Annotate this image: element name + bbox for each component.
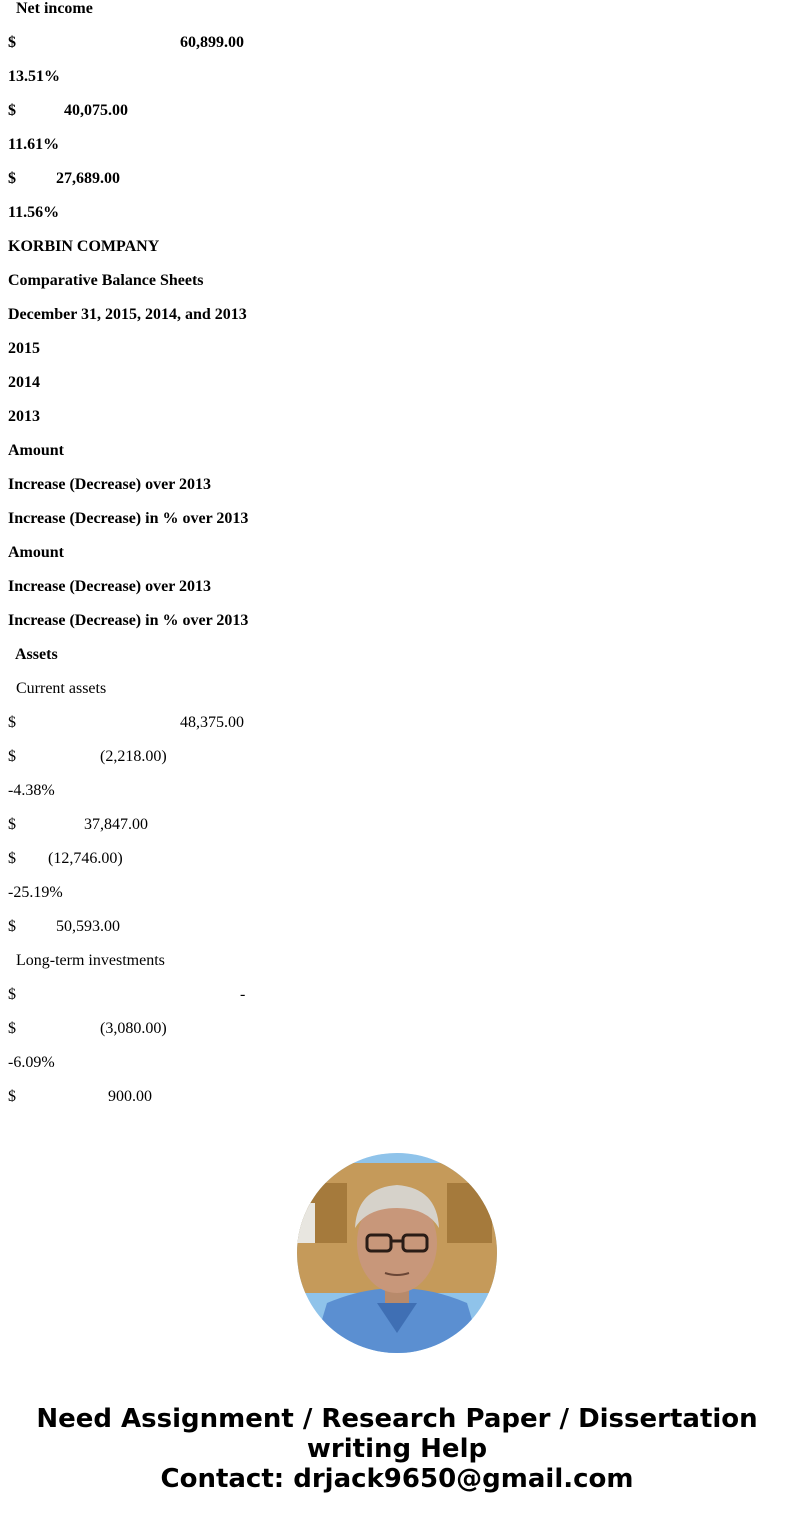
current-assets-2013-amount <box>8 917 248 937</box>
amount-value: 50,593.00 <box>56 918 120 935</box>
long-term-investments-2015-amount <box>8 985 248 1005</box>
promo-line-1: Need Assignment / Research Paper / Dissertation <box>36 1404 758 1434</box>
net-income-2014-amount <box>8 101 248 121</box>
dollar-sign: $ <box>8 850 16 867</box>
assets-heading: Assets <box>15 646 58 663</box>
year-header-2015: 2015 <box>8 340 40 357</box>
statement-date: December 31, 2015, 2014, and 2013 <box>8 306 247 323</box>
long-term-investments-2014-amount <box>8 1087 248 1107</box>
column-header: Increase (Decrease) over 2013 <box>8 476 212 493</box>
dollar-sign: $ <box>8 714 16 731</box>
current-assets-2015-percent: -4.38% <box>8 782 55 799</box>
current-assets-2014-percent: -25.19% <box>8 884 63 901</box>
net-income-2013-amount <box>8 169 248 189</box>
dollar-sign: $ <box>8 748 16 765</box>
current-assets-2015-amount <box>8 713 248 733</box>
net-income-2013-percent: 11.56% <box>8 204 60 221</box>
net-income-2014-percent: 11.61% <box>8 136 60 153</box>
long-term-investments-2015-percent: -6.09% <box>8 1054 55 1071</box>
column-header: Increase (Decrease) in % over 2013 <box>8 510 249 527</box>
dollar-sign: $ <box>8 816 16 833</box>
dollar-sign: $ <box>8 102 16 119</box>
company-name: KORBIN COMPANY <box>8 238 160 255</box>
current-assets-label: Current assets <box>16 680 107 697</box>
promo-line-2: writing Help <box>306 1434 488 1464</box>
column-header: Amount <box>8 544 65 561</box>
dollar-sign: $ <box>8 1088 16 1105</box>
long-term-investments-2015-change <box>8 1019 248 1039</box>
long-term-investments-label: Long-term investments <box>16 952 165 969</box>
year-header-2014: 2014 <box>8 374 40 391</box>
column-header: Amount <box>8 442 65 459</box>
amount-value: (3,080.00) <box>100 1020 167 1037</box>
net-income-2015-amount <box>8 33 248 53</box>
current-assets-2014-amount <box>8 815 248 835</box>
current-assets-2014-change <box>8 849 248 869</box>
dollar-sign: $ <box>8 1020 16 1037</box>
dollar-sign: $ <box>8 986 16 1003</box>
amount-value: 48,375.00 <box>180 714 244 731</box>
promo-contact-email[interactable]: Contact: drjack9650@gmail.com <box>160 1464 634 1494</box>
amount-value: 27,689.00 <box>56 170 120 187</box>
amount-value: - <box>240 986 246 1003</box>
current-assets-2015-change <box>8 747 248 767</box>
column-header: Increase (Decrease) in % over 2013 <box>8 612 249 629</box>
dollar-sign: $ <box>8 918 16 935</box>
amount-value: 60,899.00 <box>180 34 244 51</box>
amount-value: 37,847.00 <box>84 816 148 833</box>
dollar-sign: $ <box>8 170 16 187</box>
amount-value: 40,075.00 <box>64 102 128 119</box>
statement-title: Comparative Balance Sheets <box>8 272 204 289</box>
amount-value: (2,218.00) <box>100 748 167 765</box>
person-portrait-icon <box>297 1153 497 1353</box>
column-header: Increase (Decrease) over 2013 <box>8 578 212 595</box>
net-income-label: Net income <box>16 0 93 17</box>
dollar-sign: $ <box>8 34 16 51</box>
year-header-2013: 2013 <box>8 408 40 425</box>
amount-value: 900.00 <box>108 1088 152 1105</box>
net-income-2015-percent: 13.51% <box>8 68 60 85</box>
amount-value: (12,746.00) <box>48 850 123 867</box>
